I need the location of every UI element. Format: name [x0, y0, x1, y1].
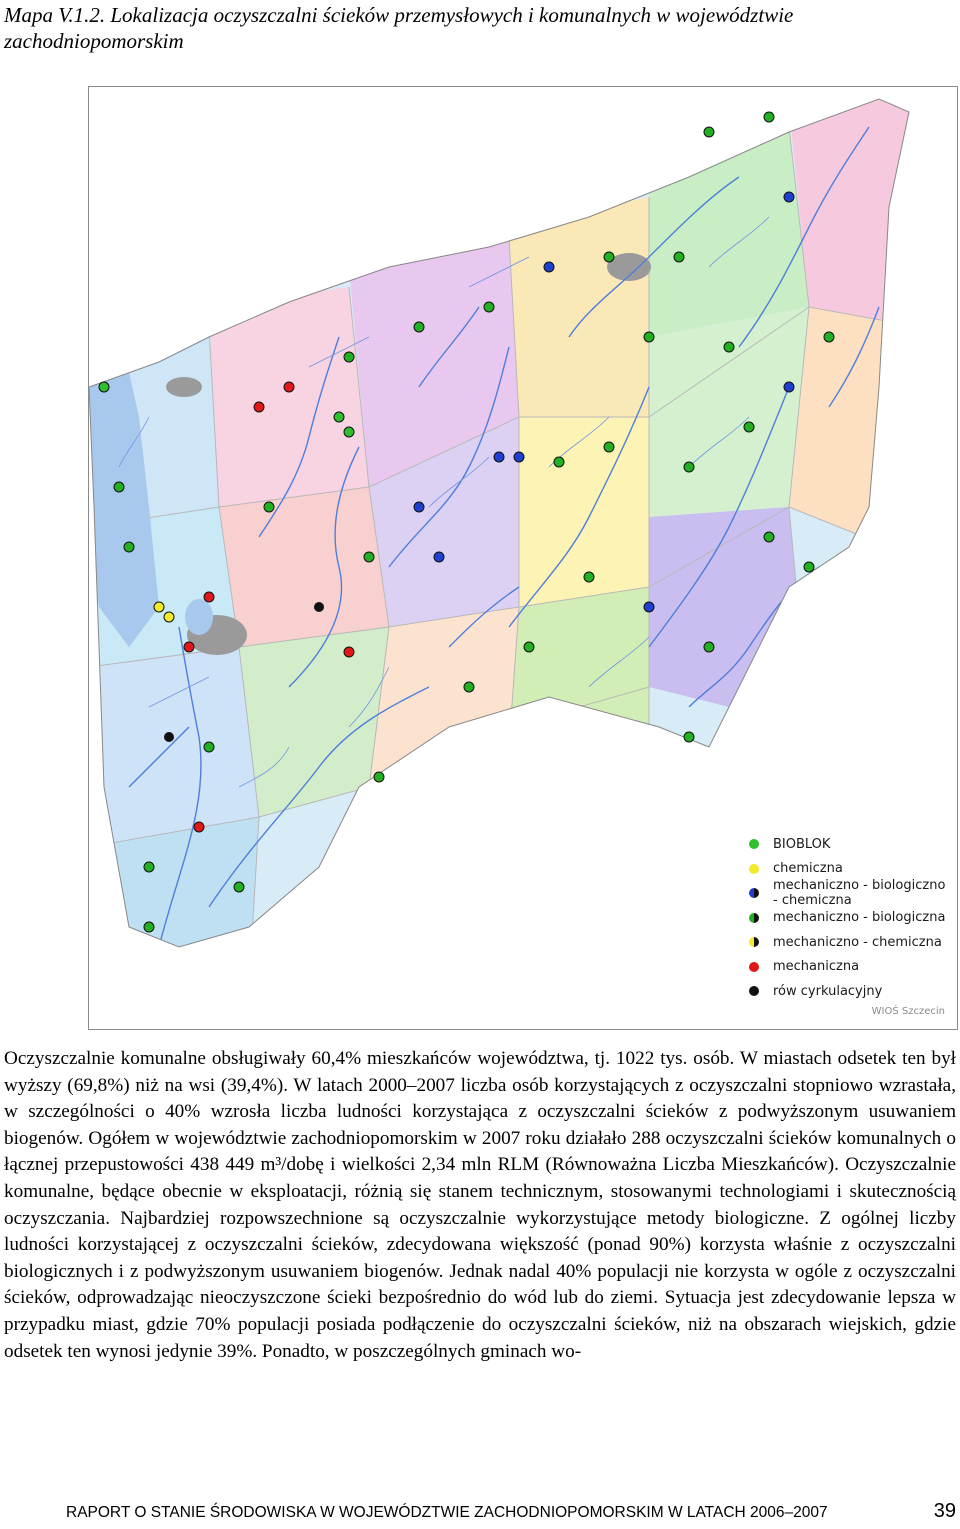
legend-label: mechaniczno - biologiczno - chemiczna — [773, 878, 946, 909]
legend-label: mechaniczna — [773, 959, 860, 975]
marker-dot-icon — [749, 913, 759, 923]
map-frame — [88, 86, 958, 1030]
legend-item-mbc — [749, 878, 949, 909]
body-paragraph: Oczyszczalnie komunalne obsługiwały 60,4% mieszkańców województwa, tj. 1022 tys. osób. W miastach odsetek ten był wyższy (69,8%) niż na wsi (39,4%). W latach 2000–2007 liczba osób korzystających z oczyszczalni stopniowo wzrastała, w szczególności o 40% wzrosła liczba ludności korzystająca z oczyszczalni ścieków z podwyższonym usuwaniem biogenów. Ogółem w województwie zachodniopomorskim w 2007 roku działało 288 oczyszczalni ścieków komunalnych o łącznej przepustowości 438 449 m³/dobę i wielkości 2,34 mln RLM (Równoważna Liczba Mieszkańców). Oczyszczalnie komunalne, będące obecnie w eksploatacji, różnią się stanem technicznym, stosowanymi technologiami i skutecznością oczyszczania. Najbardziej rozpowszechnione są oczyszczalnie wykorzystujące metody biologiczne. Z ogólnej liczby ludności korzystającej z oczyszczalni ścieków, zdecydowana większość (ponad 90%) korzysta właśnie z oczyszczalni biologicznych i z podwyższonym usuwaniem biogenów. Jednak nadal 40% populacji nie korzysta w ogóle z oczyszczalni ścieków, odprowadzając nieoczyszczone ścieki bezpośrednio do wód lub do ziemi. Sytuacja jest zdecydowanie lepsza w przypadku miast, gdzie 70% populacji posiada podłączenie do oczyszczalni ścieków, niż na obszarach wiejskich, gdzie odsetek ten wynosi jedynie 39%. Ponadto, w poszczególnych gminach wo- — [4, 1048, 956, 1362]
legend-label: mechaniczno - biologiczna — [773, 910, 946, 926]
marker-dot-icon — [749, 864, 759, 874]
map-caption: Mapa V.1.2. Lokalizacja oczyszczalni ścieków przemysłowych i komunalnych w województwie zachodniopomorskim — [4, 3, 794, 53]
legend-item-row-cyrkulacyjny — [749, 979, 949, 1004]
map-credit: WIOŚ Szczecin — [871, 1006, 945, 1017]
map-legend — [749, 832, 949, 1004]
marker-dot-icon — [749, 839, 759, 849]
marker-dot-icon — [749, 962, 759, 972]
legend-label: BIOBLOK — [773, 836, 831, 852]
legend-item-mechaniczna — [749, 955, 949, 980]
legend-label: rów cyrkulacyjny — [773, 983, 883, 999]
marker-dot-icon — [749, 888, 759, 898]
legend-label: chemiczna — [773, 861, 843, 877]
legend-label: mechaniczno - chemiczna — [773, 934, 942, 950]
page-footer — [66, 1500, 956, 1523]
legend-item-mc — [749, 930, 949, 955]
marker-dot-icon — [749, 986, 759, 996]
page-number: 39 — [933, 1500, 956, 1522]
legend-item-mb — [749, 906, 949, 931]
marker-dot-icon — [749, 937, 759, 947]
report-title: RAPORT O STANIE ŚRODOWISKA W WOJEWÓDZTWIE ZACHODNIOPOMORSKIM W LATACH 2006–2007 — [66, 1504, 828, 1521]
legend-item-bioblok — [749, 832, 949, 857]
